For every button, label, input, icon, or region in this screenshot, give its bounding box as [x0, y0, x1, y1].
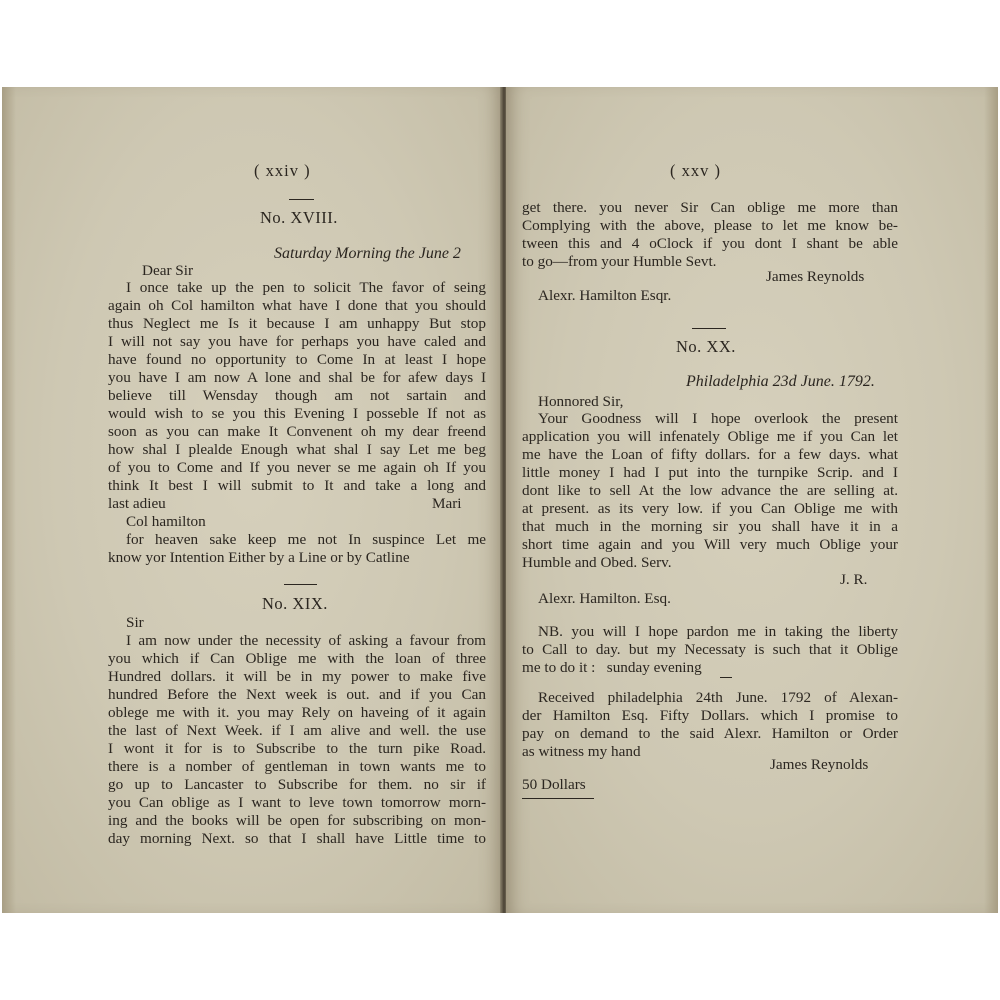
text-line: Sir — [126, 614, 144, 631]
text-line: me to do it : sunday evening — [522, 659, 702, 676]
text-line: Dear Sir — [142, 262, 194, 279]
text-line: know yor Intention Either by a Line or by Catline — [108, 549, 410, 566]
text-line: soon as you can make It Convenent oh my dear freend — [108, 423, 486, 440]
text-line: of you to Come and If you never se me again oh If you — [108, 459, 486, 476]
letter-dateline-18: Saturday Morning the June 2 — [274, 245, 461, 262]
text-line: hundred Before the Next week is out. and if you Can — [108, 686, 486, 703]
letter-heading-19: No. XIX. — [262, 594, 328, 613]
addressee: Alexr. Hamilton Esqr. — [538, 287, 672, 304]
signature: James Reynolds — [766, 268, 865, 285]
text-line: tween this and 4 oClock if you dont I shant be able — [522, 235, 898, 252]
signature: J. R. — [840, 571, 868, 588]
letter-dateline-20: Philadelphia 23d June. 1792. — [686, 373, 875, 390]
text-line: oblege me with it. you may Rely on haveing of it again — [108, 704, 486, 721]
addressee: Alexr. Hamilton. Esq. — [538, 590, 671, 607]
text-line: Humble and Obed. Serv. — [522, 554, 672, 571]
text-line: day morning Next. so that I shall have Little time to — [108, 830, 486, 847]
text-line: there is a nomber of gentleman in town wants me to — [108, 758, 486, 775]
text-line: last adieu — [108, 495, 166, 512]
text-line: little money I had I put into the turnpike Scrip. and I — [522, 464, 898, 481]
text-line: think It best I will submit to It and take a long and — [108, 477, 486, 494]
text-line: pay on demand to the said Alexr. Hamilton or Order — [522, 725, 898, 742]
divider-rule — [692, 328, 726, 329]
text-line: you Can oblige as I want to leve town tomorrow morn- — [108, 794, 486, 811]
divider-rule — [289, 199, 314, 200]
divider-rule — [720, 677, 732, 678]
text-line: have found no opportunity to Come In at least I hope — [108, 351, 486, 368]
text-line: der Hamilton Esq. Fifty Dollars. which I promise to — [522, 707, 898, 724]
text-line: dont like to sell At the low advance the are selling at. — [522, 482, 898, 499]
divider-rule — [284, 584, 317, 585]
text-line: you have I am now A lone and shal be for afew days I — [108, 369, 486, 386]
text-line: that much in the morning sir you shall have it in a — [522, 518, 898, 535]
signature: James Reynolds — [770, 756, 869, 773]
right-page — [506, 87, 998, 913]
text-line: for heaven sake keep me not In suspince Let me — [126, 531, 486, 548]
letter-heading-20: No. XX. — [676, 337, 736, 356]
receipt-amount: 50 Dollars — [522, 776, 586, 793]
text-line: you which if Can Oblige me with the loan of three — [108, 650, 486, 667]
text-line: to Call to day. but my Necessaty is such that it Oblige — [522, 641, 898, 658]
open-book — [2, 87, 998, 913]
text-line: application you will infenately Oblige me if you Can let — [522, 428, 898, 445]
text-line: me have the Loan of fifty dollars. for a few days. what — [522, 446, 898, 463]
text-line: I once take up the pen to solicit The favor of seing — [126, 279, 486, 296]
amount-underline — [522, 798, 594, 799]
page-number-left: ( xxiv ) — [254, 161, 311, 180]
text-line: at present. as its very low. if you Can Oblige me with — [522, 500, 898, 517]
text-line: Your Goodness will I hope overlook the present — [538, 410, 898, 427]
salutation: Honnored Sir, — [538, 393, 624, 410]
text-line: NB. you will I hope pardon me in taking the liberty — [538, 623, 898, 640]
text-line: short time again and you Will very much Oblige your — [522, 536, 898, 553]
text-line: I will not say you have for perhaps you have caled and — [108, 333, 486, 350]
text-line: would wish to se you this Evening I posseble If not as — [108, 405, 486, 422]
text-line: thus Neglect me Is it because I am unhappy But stop — [108, 315, 486, 332]
left-page — [2, 87, 502, 913]
text-line: Hundred dollars. it will be in my power to make five — [108, 668, 486, 685]
text-line: go up to Lancaster to Subscribe for them. no sir if — [108, 776, 486, 793]
text-line: believe till Wensday though am not sartain and — [108, 387, 486, 404]
text-line: how shal I plealde Enough what shal I say Let me beg — [108, 441, 486, 458]
text-line: Complying with the above, please to let me know be- — [522, 217, 898, 234]
text-line: ing and the books will be open for subscribing on mon- — [108, 812, 486, 829]
text-line: Received philadelphia 24th June. 1792 of Alexan- — [538, 689, 898, 706]
text-line: to go—from your Humble Sevt. — [522, 253, 717, 270]
letter-heading-18: No. XVIII. — [260, 208, 338, 227]
page-number-right: ( xxv ) — [670, 161, 721, 180]
text-line: I am now under the necessity of asking a favour from — [126, 632, 486, 649]
addressee: Col hamilton — [126, 513, 206, 530]
text-line: again oh Col hamilton what have I done that you should — [108, 297, 486, 314]
text-line: I wont it for is to Subscribe to the turn pike Road. — [108, 740, 486, 757]
text-line: as witness my hand — [522, 743, 641, 760]
signature: Mari — [432, 495, 462, 512]
text-line: get there. you never Sir Can oblige me more than — [522, 199, 898, 216]
text-line: the last of Next Week. if I am alive and well. the use — [108, 722, 486, 739]
